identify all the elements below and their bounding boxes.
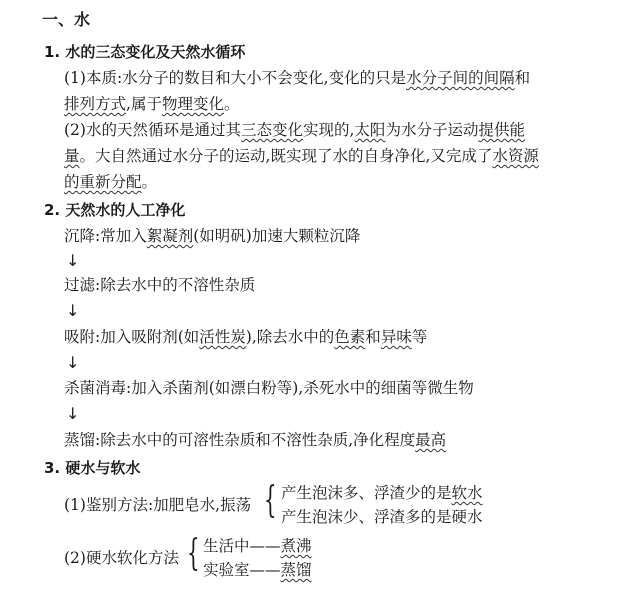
step-distillation bbox=[64, 433, 446, 449]
key-term: 排列方式 bbox=[64, 95, 127, 113]
text-run: 沉降:常加入 bbox=[64, 227, 147, 245]
text-run: 和 bbox=[514, 69, 531, 87]
identification-result-soft bbox=[281, 486, 483, 502]
subsection-title-3: 3. 硬水与软水 bbox=[44, 459, 141, 477]
text-run: 。 bbox=[141, 173, 158, 191]
subsection-title-1: 1. 水的三态变化及天然水循环 bbox=[44, 43, 246, 61]
down-arrow-icon: ↓ bbox=[66, 404, 80, 423]
text-run: 生活中—— bbox=[203, 537, 281, 555]
section-heading: 一、水 bbox=[42, 10, 91, 29]
step-sedimentation bbox=[64, 229, 360, 245]
key-term: 软水 bbox=[451, 484, 483, 502]
softening-method-label: (2)硬水软化方法 bbox=[64, 549, 179, 567]
text-run: ),除去水中的 bbox=[245, 328, 335, 346]
key-term: 活性炭 bbox=[199, 328, 246, 346]
key-term: 提供能 bbox=[478, 121, 525, 139]
identification-result-hard: 产生泡沫少、浮渣多的是硬水 bbox=[281, 508, 483, 526]
text-run: 实验室—— bbox=[203, 561, 281, 579]
paragraph-cycle-line2 bbox=[64, 149, 539, 165]
down-arrow-icon: ↓ bbox=[66, 251, 80, 270]
key-term: 最高 bbox=[415, 431, 447, 449]
text-run: ,属于 bbox=[126, 95, 162, 113]
text-run: 为水分子运动 bbox=[385, 121, 479, 139]
paragraph-essence-line2 bbox=[64, 97, 239, 113]
softening-daily-life bbox=[203, 539, 312, 555]
down-arrow-icon: ↓ bbox=[66, 353, 80, 372]
step-adsorption bbox=[64, 330, 427, 346]
paragraph-cycle-line3 bbox=[64, 175, 157, 191]
key-term: 水分子间的间隔 bbox=[406, 69, 515, 87]
brace-icon: { bbox=[264, 480, 277, 521]
step-filtration: 过滤:除去水中的不溶性杂质 bbox=[64, 276, 256, 294]
text-run: (如明矾)加速大颗粒沉降 bbox=[193, 227, 361, 245]
key-term: 三态变化 bbox=[240, 121, 303, 139]
key-term: 煮沸 bbox=[280, 537, 312, 555]
key-term: 量 bbox=[64, 147, 80, 165]
text-run: (2)水的天然循环是通过其 bbox=[64, 121, 241, 139]
text-run: 实现的, bbox=[302, 121, 355, 139]
key-term: 的重新分配 bbox=[64, 173, 142, 191]
text-run: 等 bbox=[411, 328, 428, 346]
key-term: 絮凝剂 bbox=[146, 227, 194, 245]
subsection-title-2: 2. 天然水的人工净化 bbox=[44, 201, 186, 219]
down-arrow-icon: ↓ bbox=[66, 301, 80, 320]
key-term: 色素 bbox=[334, 328, 366, 346]
key-term: 物理变化 bbox=[161, 95, 224, 113]
text-run: 。大自然通过水分子的运动,既实现了水的自身净化,又完成了 bbox=[79, 147, 493, 165]
key-term: 太阳 bbox=[354, 121, 386, 139]
text-run: 产生泡沫多、浮渣少的是 bbox=[281, 484, 452, 502]
key-term: 异味 bbox=[380, 328, 412, 346]
key-term: 水资源 bbox=[492, 147, 539, 165]
paragraph-cycle-line1 bbox=[64, 123, 525, 139]
text-run: (1)本质:水分子的数目和大小不会变化,变化的只是 bbox=[64, 69, 407, 87]
text-run: 和 bbox=[365, 328, 381, 346]
text-run: 吸附:加入吸附剂(如 bbox=[64, 328, 200, 346]
text-run: 。 bbox=[223, 95, 240, 113]
key-term: 蒸馏 bbox=[280, 561, 312, 579]
step-disinfection: 杀菌消毒:加入杀菌剂(如漂白粉等),杀死水中的细菌等微生物 bbox=[64, 379, 474, 397]
paragraph-essence-line1 bbox=[64, 71, 530, 87]
identification-method-label: (1)鉴别方法:加肥皂水,振荡 bbox=[64, 496, 252, 514]
brace-icon: { bbox=[187, 533, 200, 574]
softening-laboratory bbox=[203, 563, 312, 579]
text-run: 蒸馏:除去水中的可溶性杂质和不溶性杂质,净化程度 bbox=[64, 431, 416, 449]
